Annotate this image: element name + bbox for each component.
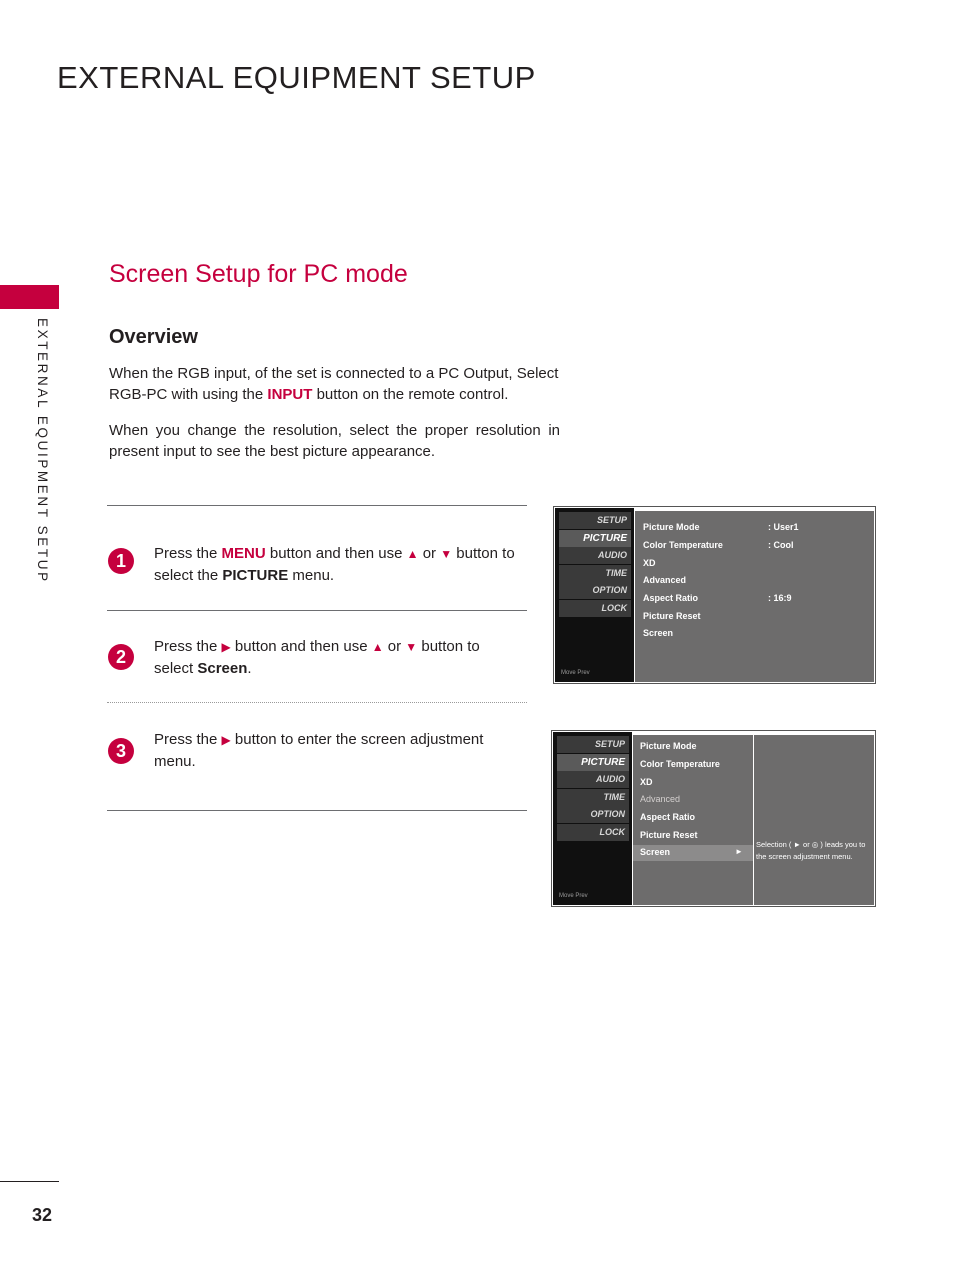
osd-menu-time: TIME <box>559 565 631 582</box>
osd-row: Picture Mode <box>640 741 697 751</box>
osd-row: Picture Reset <box>640 830 698 840</box>
osd-value: : 16:9 <box>768 593 792 603</box>
down-arrow-icon: ▼ <box>405 640 418 654</box>
divider <box>107 610 527 611</box>
osd-menu-option: OPTION <box>557 806 629 823</box>
page-header: EXTERNAL EQUIPMENT SETUP <box>57 60 536 95</box>
footer-rule <box>0 1181 59 1182</box>
p1-text-a: When the RGB input, of the set is connected to a PC Output, Select RGB-PC with using the <box>109 365 559 403</box>
osd-row: Aspect Ratio <box>643 593 699 603</box>
osd-row: XD <box>640 777 653 787</box>
osd-menu-setup: SETUP <box>559 512 631 529</box>
overview-heading: Overview <box>109 326 198 348</box>
step-2-text: Press the ▶ button and then use ▲ or ▼ button to select Screen. <box>154 638 480 677</box>
osd-menu-picture: PICTURE <box>559 530 631 547</box>
overview-paragraph-2: When you change the resolution, select the proper resolution in present input to see the best picture appearance. <box>109 422 560 460</box>
osd-row: Screen <box>643 628 674 638</box>
osd-menu-picture: PICTURE <box>557 754 629 771</box>
divider <box>107 810 527 811</box>
osd-footer: Move Prev <box>559 893 588 899</box>
osd-menu-lock: LOCK <box>557 824 629 841</box>
osd-row: Color Temperature <box>640 759 720 769</box>
osd-row: Picture Reset <box>643 611 701 621</box>
step-3-badge: 3 <box>108 738 134 764</box>
screen-keyword: Screen <box>197 660 248 677</box>
osd-menu-setup: SETUP <box>557 736 629 753</box>
input-keyword: INPUT <box>267 386 313 403</box>
osd-menu-option: OPTION <box>559 582 631 599</box>
osd-value: : User1 <box>768 522 799 532</box>
osd-row-disabled: Advanced <box>640 794 681 804</box>
up-arrow-icon: ▲ <box>406 547 419 561</box>
section-title: Screen Setup for PC mode <box>109 260 408 288</box>
osd-help-panel <box>754 735 874 905</box>
right-arrow-icon: ▶ <box>221 640 231 654</box>
osd-menu-lock: LOCK <box>559 600 631 617</box>
osd-menu-audio: AUDIO <box>557 771 629 788</box>
osd-picture-panel <box>635 511 874 682</box>
side-tab-marker <box>0 285 59 309</box>
down-arrow-icon: ▼ <box>440 547 453 561</box>
osd-menu-time: TIME <box>557 789 629 806</box>
step-3-text: Press the ▶ button to enter the screen adjustment menu. <box>154 731 484 770</box>
right-arrow-icon: ▶ <box>221 733 231 747</box>
osd-screenshot-screen-selected <box>551 730 876 907</box>
osd-menu-column <box>553 732 632 905</box>
p1-text-b: button on the remote control. <box>312 386 509 403</box>
osd-row: Aspect Ratio <box>640 812 696 822</box>
osd-menu-column <box>555 508 634 682</box>
divider <box>107 505 527 506</box>
step-1-text: Press the MENU button and then use ▲ or ▼ button to select the PICTURE menu. <box>154 545 515 584</box>
osd-row: Color Temperature <box>643 540 723 550</box>
osd-row: Advanced <box>643 575 687 585</box>
step-1-badge: 1 <box>108 548 134 574</box>
osd-screenshot-picture-menu <box>553 506 876 684</box>
divider-dotted <box>107 702 527 703</box>
osd-row: XD <box>643 558 656 568</box>
right-arrow-icon: ► <box>735 847 743 856</box>
osd-footer: Move Prev <box>561 670 590 676</box>
page-number: 32 <box>32 1205 53 1225</box>
picture-keyword: PICTURE <box>222 567 289 584</box>
step-2-badge: 2 <box>108 644 134 670</box>
osd-row: Picture Mode <box>643 522 700 532</box>
osd-help-text: Selection ( ► or ◎ ) leads you to the screen adjustment menu. <box>756 840 866 861</box>
menu-keyword: MENU <box>221 545 266 562</box>
osd-value: : Cool <box>768 540 794 550</box>
osd-picture-list-panel <box>633 735 753 905</box>
side-section-label: EXTERNAL EQUIPMENT SETUP <box>35 318 50 584</box>
osd-menu-audio: AUDIO <box>559 547 631 564</box>
up-arrow-icon: ▲ <box>371 640 384 654</box>
osd-row-selected: Screen <box>640 847 671 857</box>
overview-paragraph-1 <box>109 363 560 405</box>
